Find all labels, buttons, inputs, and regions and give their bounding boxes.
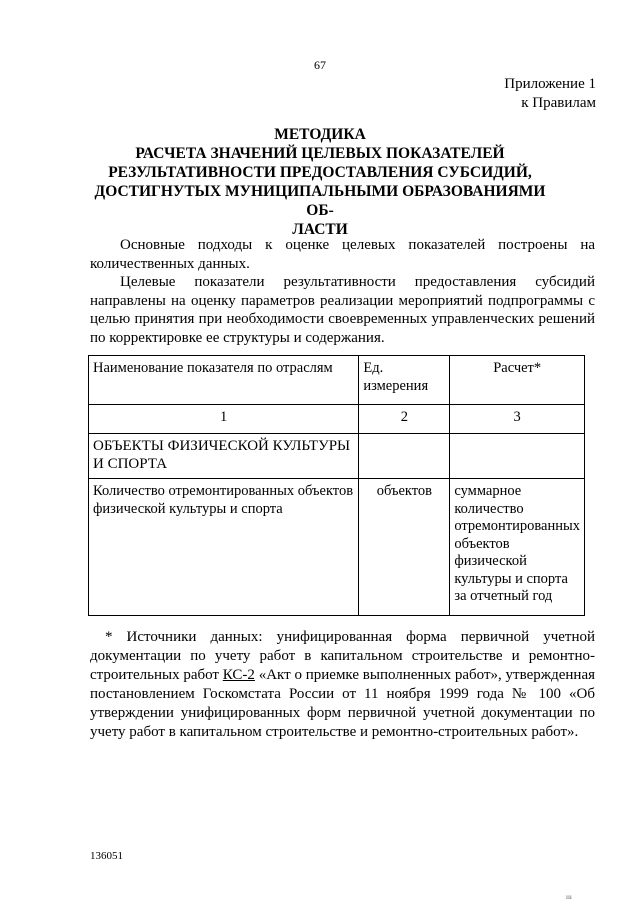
- ks2-link[interactable]: КС-2: [222, 667, 255, 683]
- row-indicator-name: Количество отремонтированных объектов физической культуры и спорта: [89, 479, 359, 616]
- footnote-part-1: * Источники данных: унифицированная форма первичной учетной документации по учету работ в капитальном строительстве и ремонтно-строительных работ: [90, 629, 595, 683]
- footnote-part-2: «Акт о приемке выполненных работ», утвержденная постановлением Госкомстата России от 11 ноября 1999 года № 100 «Об утверждении унифицированных форм первичной учетной документации по учету работ в капитальном строительстве и ремонтно-строительных работ».: [90, 667, 596, 740]
- header-unit: Ед. измерения: [359, 356, 450, 405]
- table-header-row: [89, 356, 585, 405]
- title-line-3: РЕЗУЛЬТАТИВНОСТИ ПРЕДОСТАВЛЕНИЯ СУБСИДИЙ,: [108, 164, 532, 181]
- paragraph-1-text: Основные подходы к оценке целевых показателей построены на количественных данных.: [90, 237, 595, 272]
- table-row: [89, 479, 585, 616]
- row-unit: объектов: [359, 479, 450, 616]
- footnote: [90, 628, 595, 742]
- row-calculation: суммарное количество отремонтированных объектов физической культуры и спорта за отчетный год: [450, 479, 585, 616]
- table-number-row: [89, 405, 585, 434]
- corner-mark: ııı: [566, 893, 572, 901]
- title-line-1: МЕТОДИКА: [274, 126, 366, 143]
- footnote-text: [90, 628, 595, 742]
- header-name: Наименование показателя по отраслям: [89, 356, 359, 405]
- page-number: 67: [314, 58, 326, 72]
- header-calc: Расчет*: [450, 356, 585, 405]
- document-code: 136051: [90, 850, 123, 862]
- paragraph-1: [90, 236, 595, 273]
- paragraph-2-text: Целевые показатели результативности предоставления субсидий направлены на оценку параметров реализации мероприятий подпрограммы с целью принятия при необходимости своевременных управленческих решений по корректировке ее структуры и содержания.: [90, 274, 595, 346]
- section-empty-unit: [359, 434, 450, 479]
- column-number-3: 3: [450, 405, 585, 434]
- document-title: [90, 125, 550, 239]
- table-section-row: [89, 434, 585, 479]
- appendix-label: [504, 75, 596, 113]
- column-number-1: 1: [89, 405, 359, 434]
- paragraph-2: [90, 273, 595, 347]
- title-line-4: ДОСТИГНУТЫХ МУНИЦИПАЛЬНЫМИ ОБРАЗОВАНИЯМИ ОБ-: [94, 183, 546, 219]
- title-line-2: РАСЧЕТА ЗНАЧЕНИЙ ЦЕЛЕВЫХ ПОКАЗАТЕЛЕЙ: [135, 145, 505, 162]
- column-number-2: 2: [359, 405, 450, 434]
- appendix-line-1: Приложение 1: [504, 76, 596, 92]
- title-line-5: ЛАСТИ: [292, 221, 348, 238]
- indicators-table: [88, 355, 585, 616]
- appendix-line-2: к Правилам: [521, 95, 596, 111]
- section-empty-calc: [450, 434, 585, 479]
- section-title: ОБЪЕКТЫ ФИЗИЧЕСКОЙ КУЛЬТУРЫ И СПОРТА: [89, 434, 359, 479]
